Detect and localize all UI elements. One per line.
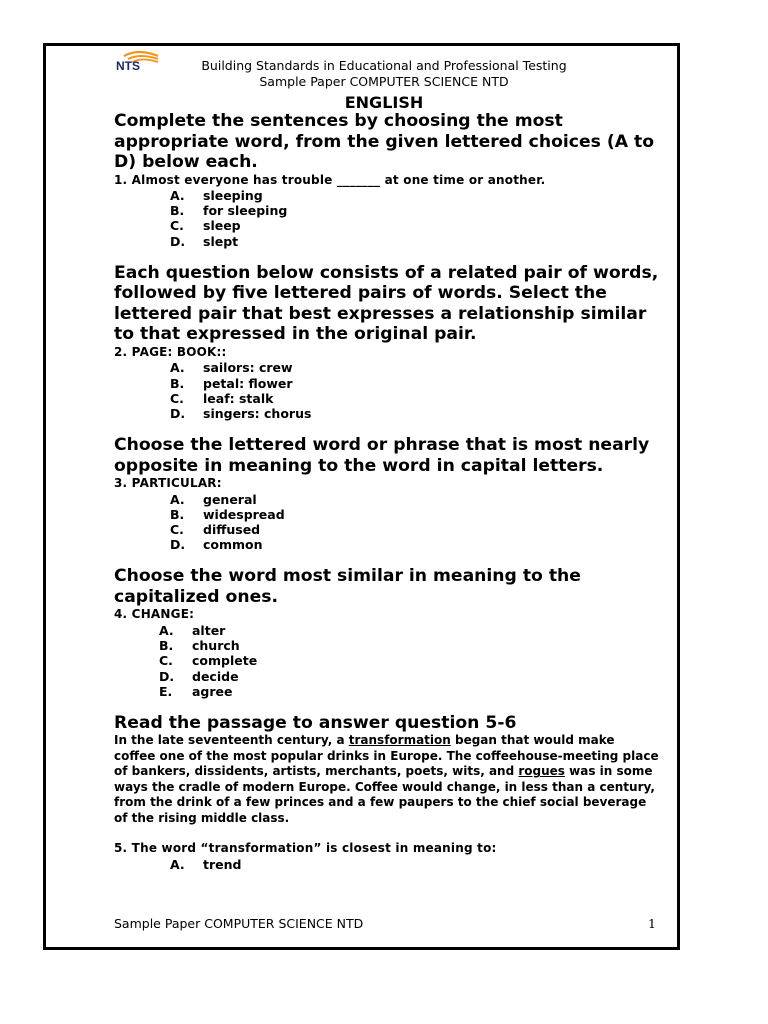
option: D. singers: chorus <box>170 405 312 421</box>
option: C. diffused <box>170 522 261 538</box>
option: B. petal: flower <box>170 375 293 391</box>
question-2: 2. PAGE: BOOK:: <box>114 344 227 359</box>
page-number: 1 <box>648 916 656 931</box>
option: B. church <box>159 638 240 654</box>
options-4 <box>159 623 659 699</box>
underlined-word: rogues <box>518 764 565 779</box>
option: A. sleeping <box>170 188 263 203</box>
option: C. complete <box>159 653 258 669</box>
question-4: 4. CHANGE: <box>114 607 195 622</box>
question-3: 3. PARTICULAR: <box>114 476 222 491</box>
option: C. leaf: stalk <box>170 390 274 406</box>
question-1: 1. Almost everyone has trouble _______ at one time or another. <box>114 172 546 187</box>
section-title: ENGLISH <box>344 93 424 112</box>
instruction-1: Complete the sentences by choosing the most appropriate word, from the given lettered choices (A to D) below each. <box>114 111 655 172</box>
header-paper-title: Sample Paper COMPUTER SCIENCE NTD <box>259 74 509 89</box>
option: A. trend <box>170 856 242 872</box>
option: D. decide <box>159 668 239 684</box>
option: C. sleep <box>170 218 241 234</box>
question-5: 5. The word “transformation” is closest in meaning to: <box>114 841 497 856</box>
passage-text: In the late seventeenth century, a transformation began that would make coffee one of the most popular drinks in Europe. The coffeehouse-meeting place of bankers, dissidents, artists, merchants, poets, wits, and rogues was in some ways the cradle of modern Europe. Coffee would change, in less than a century, from the drink of a few princes and a few paupers to the chief social beverage of the rising middle class. <box>114 733 659 825</box>
underlined-word: transformation <box>348 733 451 748</box>
options-3 <box>170 492 659 553</box>
instruction-3: Choose the lettered word or phrase that is most nearly opposite in meaning to the word in capital letters. <box>114 435 650 476</box>
option: D. slept <box>170 233 239 249</box>
option: B. widespread <box>170 506 285 522</box>
option: A. sailors: crew <box>170 360 293 376</box>
option: A. general <box>170 491 257 507</box>
option: D. common <box>170 537 263 553</box>
option: B. for sleeping <box>170 203 288 219</box>
header-tagline: Building Standards in Educational and Professional Testing <box>201 58 567 73</box>
content <box>114 111 659 872</box>
instruction-2: Each question below consists of a related pair of words, followed by five lettered pairs of words. Select the lettered pair that best expresses a relationship similar to that expressed in the original pair. <box>114 262 659 345</box>
options-5 <box>170 857 659 872</box>
options-2 <box>170 360 659 421</box>
logo-text: NTS <box>116 59 140 72</box>
instruction-4: Choose the word most similar in meaning to the capitalized ones. <box>114 566 581 607</box>
footer-text: Sample Paper COMPUTER SCIENCE NTD <box>114 916 364 931</box>
options-1 <box>170 188 659 249</box>
option: A. alter <box>159 622 226 638</box>
option: E. agree <box>159 683 233 699</box>
passage-instruction: Read the passage to answer question 5-6 <box>114 712 517 733</box>
